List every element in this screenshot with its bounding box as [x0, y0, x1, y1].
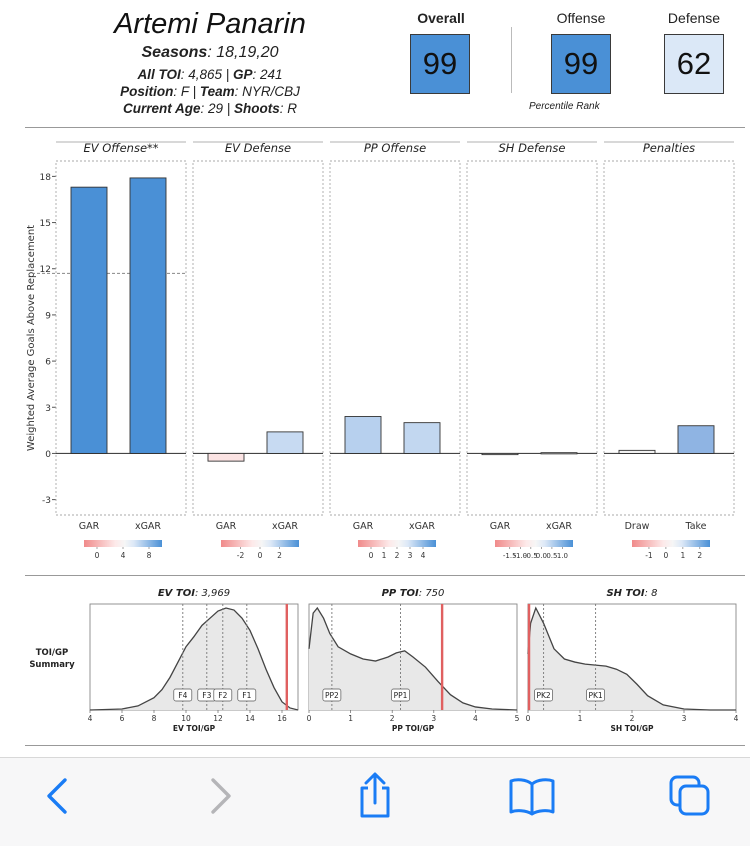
legend-tick-label: 0.5	[546, 552, 558, 560]
legend-tick-label: 1.0	[556, 552, 569, 560]
age-line	[20, 100, 400, 117]
x-category-label: xGAR	[545, 521, 573, 532]
bar-xgar	[404, 423, 440, 454]
chevron-left-icon	[39, 774, 79, 818]
legend-tick-label: 4	[420, 551, 426, 560]
x-category-label: xGAR	[271, 521, 299, 532]
legend-tick-label: -1.0	[513, 552, 528, 560]
gp-value: : 241	[252, 67, 283, 82]
chevron-right-icon	[199, 774, 239, 818]
gar-bar-chart	[0, 128, 750, 568]
toi-panel-title	[606, 588, 657, 599]
x-tick-label: 2	[389, 714, 395, 723]
tabs-icon	[666, 772, 714, 820]
legend-tick-label: -1	[645, 551, 653, 560]
team-value: : NYR/CBJ	[234, 84, 300, 99]
legend-tick-label: -2	[236, 551, 245, 560]
bar-gar	[208, 453, 244, 461]
y-tick-label: 6	[45, 357, 51, 368]
color-legend-bar	[495, 540, 573, 547]
legend-tick-label: -1.5	[502, 552, 517, 560]
position-value: : F |	[173, 84, 200, 99]
legend-tick-label: 0	[663, 551, 669, 560]
x-category-label: GAR	[352, 521, 374, 532]
back-button[interactable]	[29, 768, 89, 824]
facet-panel-border	[330, 161, 460, 515]
rank-divider	[511, 27, 512, 93]
legend-tick-label: 1	[680, 551, 686, 560]
position-line	[20, 83, 400, 100]
x-tick-label: 0	[525, 714, 531, 723]
bar-gar	[71, 187, 107, 453]
toi-title-value: : 750	[418, 588, 445, 599]
legend-tick-label: 4	[120, 551, 126, 560]
x-tick-label: 2	[629, 714, 635, 723]
x-tick-label: 8	[151, 714, 157, 723]
toi-row-label: Summary	[29, 660, 75, 670]
facet-title: EV Offense**	[83, 141, 159, 155]
x-tick-label: 4	[473, 714, 478, 723]
legend-tick-label: -0.5	[524, 552, 538, 560]
x-axis-label: EV TOI/GP	[172, 724, 216, 733]
toi-panel-title	[158, 588, 230, 599]
toi-panel-title	[382, 588, 445, 599]
legend-tick-label: 0	[257, 551, 263, 560]
bar-xgar	[541, 453, 577, 454]
x-category-label: GAR	[489, 521, 511, 532]
x-category-label: xGAR	[408, 521, 436, 532]
x-category-label: Take	[685, 521, 707, 532]
color-legend-bar	[632, 540, 710, 547]
bookmarks-button[interactable]	[502, 768, 562, 824]
x-tick-label: 1	[577, 714, 583, 723]
toi-label: All TOI	[137, 67, 181, 82]
y-tick-label: 3	[45, 403, 51, 414]
x-tick-label: 6	[119, 714, 125, 723]
deployment-tag-label: PK1	[588, 691, 603, 700]
facet-panel-border	[604, 161, 734, 515]
bar-gar	[345, 416, 381, 453]
facet-title: PP Offense	[363, 141, 427, 155]
toi-line	[20, 66, 400, 83]
deployment-tag-label: PP2	[324, 691, 339, 700]
deployment-tag-label: F4	[178, 691, 188, 700]
toi-title-label: SH TOI	[606, 588, 645, 599]
x-category-label: xGAR	[134, 521, 162, 532]
bar-xgar	[267, 432, 303, 454]
tabs-button[interactable]	[660, 768, 720, 824]
y-tick-label: 15	[39, 219, 51, 230]
age-value: : 29 |	[200, 101, 235, 116]
legend-tick-label: 1	[381, 551, 387, 560]
x-category-label: GAR	[215, 521, 237, 532]
toi-density-chart	[0, 580, 750, 745]
seasons-line	[20, 44, 400, 61]
x-category-label: Draw	[624, 521, 650, 532]
legend-tick-label: 0	[94, 551, 100, 560]
position-label: Position	[120, 84, 174, 99]
overall-rank-box: 99	[410, 34, 470, 94]
offense-label: Offense	[556, 10, 606, 26]
seasons-label: Seasons	[141, 44, 208, 61]
browser-toolbar	[0, 757, 750, 846]
y-tick-label: 9	[45, 311, 51, 322]
toi-title-label: EV TOI	[157, 588, 195, 599]
deployment-tag-label: F1	[242, 691, 252, 700]
defense-label: Defense	[667, 10, 721, 26]
footer-divider	[25, 745, 745, 746]
facet-title: EV Defense	[224, 141, 292, 155]
book-icon	[506, 774, 558, 818]
share-button[interactable]	[345, 768, 405, 824]
y-tick-label: 18	[39, 172, 51, 183]
legend-tick-label: 0.0	[535, 552, 547, 560]
deployment-tag-label: PK2	[536, 691, 551, 700]
chart-divider	[25, 575, 745, 576]
percentile-caption: Percentile Rank	[529, 101, 600, 112]
legend-tick-label: 2	[277, 551, 282, 560]
deployment-tag-label: F2	[218, 691, 228, 700]
y-tick-label: 12	[39, 265, 51, 276]
shoots-label: Shoots	[234, 101, 280, 116]
toi-title-label: PP TOI	[381, 588, 419, 599]
seasons-value: : 18,19,20	[207, 44, 279, 61]
facet-title: SH Defense	[498, 141, 566, 155]
player-header	[0, 0, 750, 125]
gp-label: GP	[233, 67, 253, 82]
x-axis-label: SH TOI/GP	[610, 724, 654, 733]
x-tick-label: 16	[277, 714, 287, 723]
deployment-tag-label: PP1	[393, 691, 408, 700]
x-tick-label: 4	[87, 714, 93, 723]
player-name: Artemi Panarin	[114, 8, 306, 40]
x-tick-label: 1	[348, 714, 353, 723]
forward-button[interactable]	[189, 768, 249, 824]
x-category-label: GAR	[78, 521, 100, 532]
toi-title-value: : 3,969	[194, 588, 231, 599]
x-tick-label: 10	[181, 714, 191, 723]
legend-tick-label: 3	[407, 551, 413, 560]
bar-gar	[482, 453, 518, 454]
color-legend-bar	[84, 540, 162, 547]
deployment-tag-label: F3	[202, 691, 212, 700]
x-axis-label: PP TOI/GP	[391, 724, 435, 733]
team-label: Team	[199, 84, 235, 99]
x-tick-label: 4	[733, 714, 739, 723]
bar-draw	[619, 450, 655, 453]
toi-title-value: : 8	[644, 588, 658, 599]
y-axis-label: Weighted Average Goals Above Replacement	[26, 224, 37, 452]
x-tick-label: 0	[306, 714, 312, 723]
x-tick-label: 14	[245, 714, 255, 723]
overall-label: Overall	[417, 10, 465, 26]
color-legend-bar	[358, 540, 436, 547]
bar-xgar	[130, 178, 166, 454]
color-legend-bar	[221, 540, 299, 547]
legend-tick-label: 2	[697, 551, 703, 560]
x-tick-label: 3	[431, 714, 437, 723]
shoots-value: : R	[279, 101, 298, 116]
toi-value: : 4,865 |	[180, 67, 233, 82]
defense-rank-box: 62	[664, 34, 724, 94]
facet-panel-border	[467, 161, 597, 515]
facet-title: Penalties	[642, 141, 696, 155]
x-tick-label: 12	[213, 714, 223, 723]
x-tick-label: 3	[681, 714, 687, 723]
legend-tick-label: 8	[146, 551, 152, 560]
bar-take	[678, 426, 714, 454]
y-tick-label: -3	[42, 496, 51, 507]
legend-tick-label: 0	[368, 551, 374, 560]
toi-row-label: TOI/GP	[35, 648, 69, 658]
offense-rank-box: 99	[551, 34, 611, 94]
x-tick-label: 5	[514, 714, 520, 723]
facet-panel-border	[193, 161, 323, 515]
age-label: Current Age	[122, 101, 201, 116]
share-icon	[353, 770, 397, 822]
legend-tick-label: 2	[394, 551, 400, 560]
y-tick-label: 0	[45, 449, 51, 460]
